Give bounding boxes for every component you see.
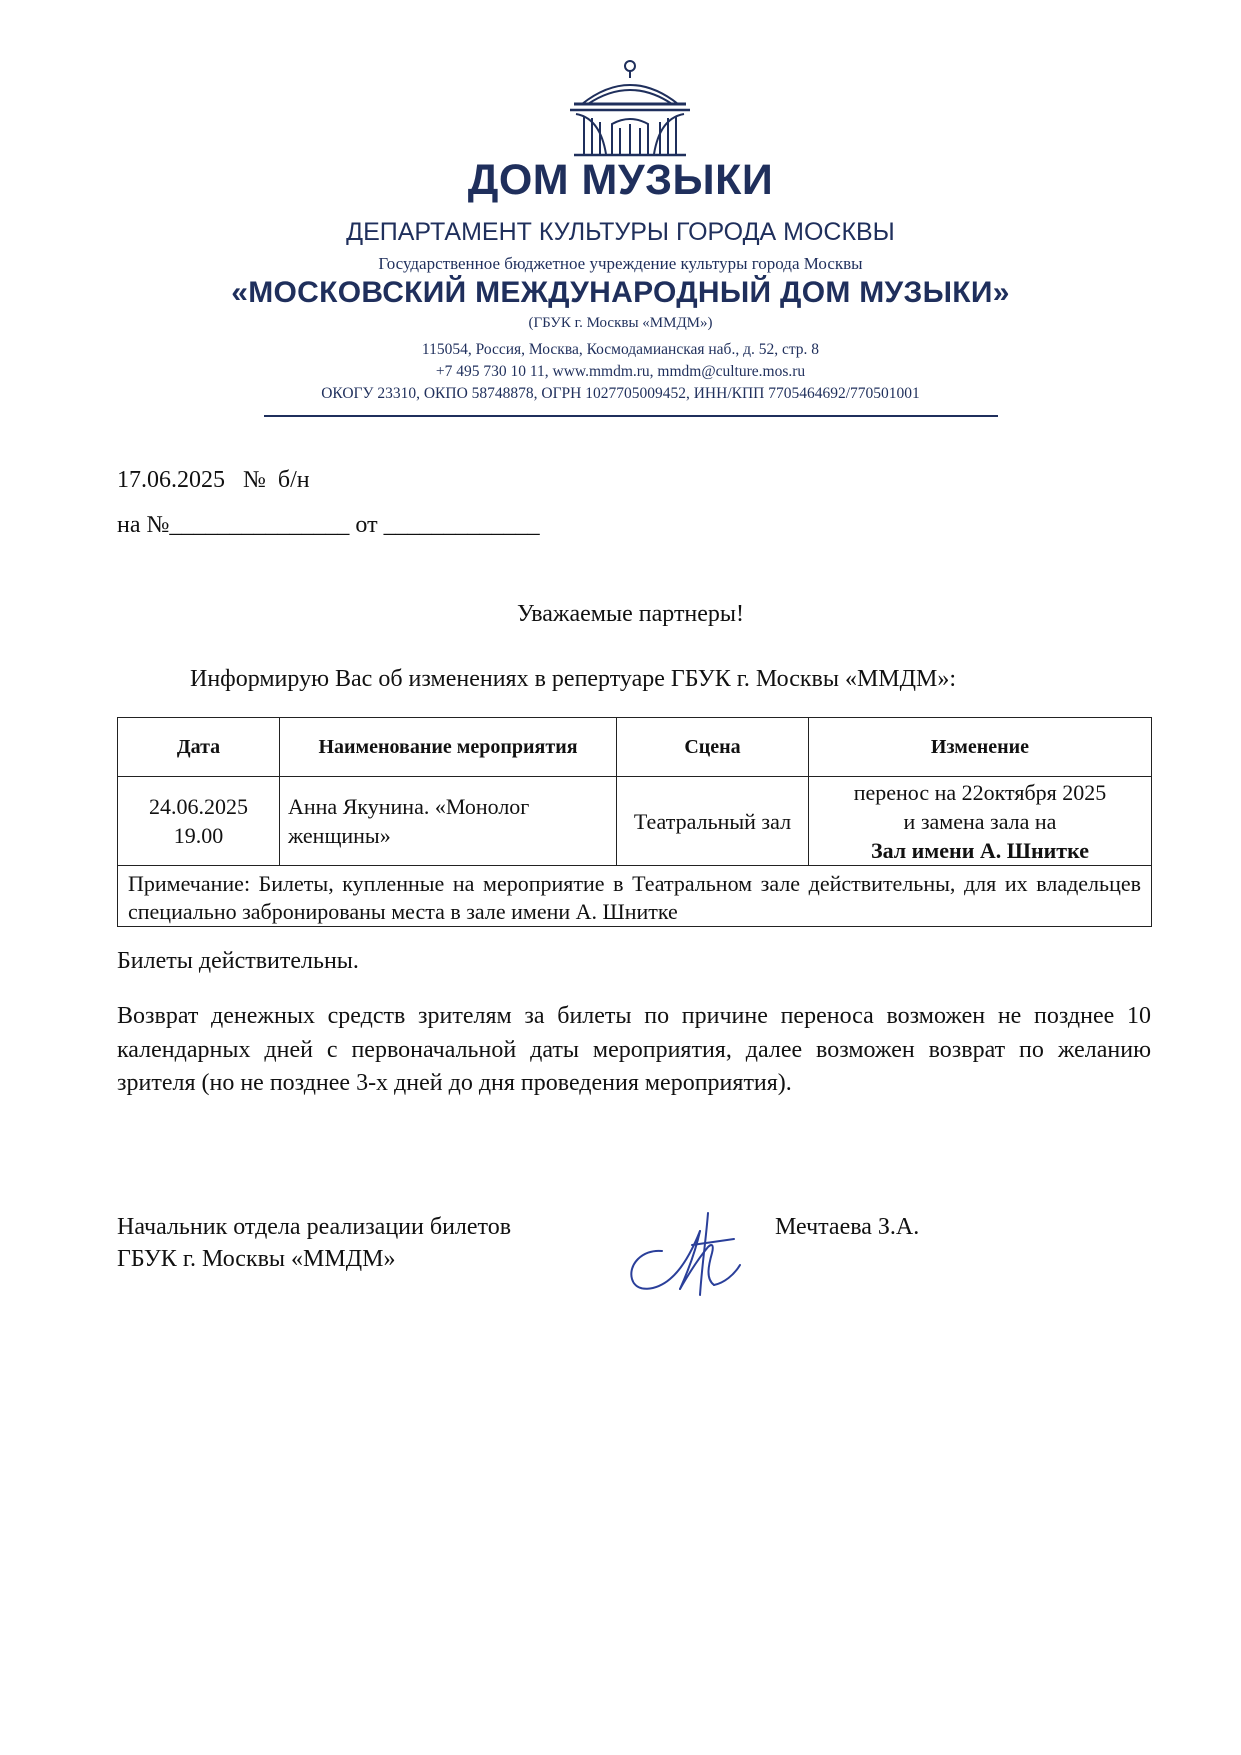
column-header-event: Наименование мероприятия xyxy=(280,718,617,777)
institution-short-name: (ГБУК г. Москвы «ММДМ») xyxy=(528,315,713,331)
table-note: Примечание: Билеты, купленные на мероприятие в Театральном зале действительны, для их владельцев специально забронированы места в зале имени А. Шнитке xyxy=(118,866,1152,927)
signatory-organization: ГБУК г. Москвы «ММДМ» xyxy=(117,1246,396,1272)
intro-text: Информирую Вас об изменениях в репертуаре ГБУК г. Москвы «ММДМ»: xyxy=(190,666,957,692)
column-header-date: Дата xyxy=(118,718,280,777)
cell-change xyxy=(809,777,1152,866)
tickets-valid-text: Билеты действительны. xyxy=(117,948,359,974)
signatory-name: Мечтаева З.А. xyxy=(775,1214,920,1240)
column-header-stage: Сцена xyxy=(617,718,809,777)
house-of-music-logo xyxy=(560,58,700,158)
handwritten-signature xyxy=(622,1205,772,1301)
address-line: 115054, Россия, Москва, Космодамианская наб., д. 52, стр. 8 xyxy=(421,341,820,358)
department-name: ДЕПАРТАМЕНТ КУЛЬТУРЫ ГОРОДА МОСКВЫ xyxy=(346,218,895,246)
letter-reference: на №_______________ от _____________ xyxy=(117,512,540,538)
table-note-row xyxy=(118,866,1152,927)
new-hall-name: Зал имени А. Шнитке xyxy=(870,837,1090,863)
repertoire-changes-table xyxy=(117,717,1152,927)
event-date: 24.06.2025 xyxy=(149,794,248,819)
table-row xyxy=(118,777,1152,866)
cell-event: Анна Якунина. «Монолог женщины» xyxy=(280,777,617,866)
greeting: Уважаемые партнеры! xyxy=(516,601,745,627)
refund-paragraph: Возврат денежных средств зрителям за билеты по причине переноса возможен не позднее 10 календарных дней с первоначальной даты мероприятия, далее возможен возврат по желанию зрителя (но не позднее 3-х дней до дня проведения мероприятия). xyxy=(117,1003,1151,1096)
letterhead-divider xyxy=(264,415,998,417)
registry-line: ОКОГУ 23310, ОКПО 58748878, ОГРН 1027705009452, ИНН/КПП 7705464692/770501001 xyxy=(321,385,920,402)
letter-date-number: 17.06.2025 № б/н xyxy=(117,467,310,493)
change-hall-replacement: и замена зала на xyxy=(903,808,1057,834)
institution-name: «МОСКОВСКИЙ МЕЖДУНАРОДНЫЙ ДОМ МУЗЫКИ» xyxy=(231,276,1010,309)
brand-name: ДОМ МУЗЫКИ xyxy=(467,156,774,204)
table-header-row xyxy=(118,718,1152,777)
signatory-position: Начальник отдела реализации билетов xyxy=(117,1214,512,1240)
change-postponement: перенос на 22октября 2025 xyxy=(853,779,1107,805)
institution-type: Государственное бюджетное учреждение культуры города Москвы xyxy=(378,254,863,273)
cell-stage: Театральный зал xyxy=(617,777,809,866)
contacts-line: +7 495 730 10 11, www.mmdm.ru, mmdm@culture.mos.ru xyxy=(435,363,806,380)
cell-date xyxy=(118,777,280,866)
column-header-change: Изменение xyxy=(809,718,1152,777)
event-time: 19.00 xyxy=(173,823,224,848)
